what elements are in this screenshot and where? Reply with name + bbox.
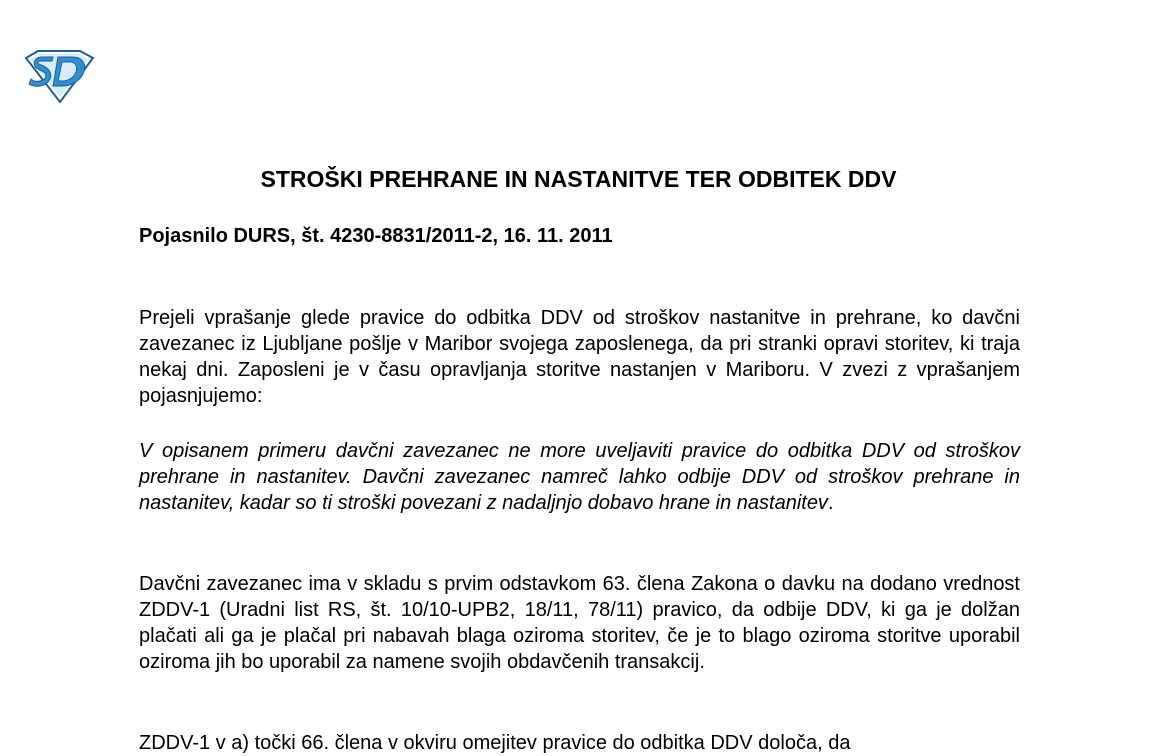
document-title: STROŠKI PREHRANE IN NASTANITVE TER ODBITEK DDV xyxy=(260,166,897,192)
paragraph-answer-text: V opisanem primeru davčni zavezanec ne more uveljaviti pravice do odbitka DDV od stroškov prehrane in nastanitev. Davčni zavezanec namreč lahko odbije DDV od stroškov prehrane in nastanitev, kadar so ti stroški povezani z nadaljnjo dobavo hrane in nastanitev xyxy=(139,440,1020,514)
paragraph-answer xyxy=(139,438,1020,516)
company-logo-icon xyxy=(22,48,96,104)
paragraph-answer-period: . xyxy=(827,492,834,514)
paragraph-limitations: ZDDV-1 v a) točki 66. člena v okviru omejitev pravice do odbitka DDV določa, da xyxy=(139,732,851,754)
paragraph-intro: Prejeli vprašanje glede pravice do odbitka DDV od stroškov nastanitve in prehrane, ko davčni zavezanec iz Ljubljane pošlje v Maribor svojega zaposlenega, da pri stranki opravi storitev, ki traja nekaj dni. Zaposleni je v času opravljanja storitve nastanjen v Mariboru. V zvezi z vprašanjem pojasnjujemo: xyxy=(139,307,1020,407)
paragraph-legal-basis: Davčni zavezanec ima v skladu s prvim odstavkom 63. člena Zakona o davku na dodano vrednost ZDDV-1 (Uradni list RS, št. 10/10-UPB2, 18/11, 78/11) pravico, da odbije DDV, ki ga je dolžan plačati ali ga je plačal pri nabavah blaga oziroma storitev, če je to blago oziroma storitve uporabil oziroma jih bo uporabil za namene svojih obdavčenih transakcij. xyxy=(139,573,1020,673)
document-subtitle: Pojasnilo DURS, št. 4230-8831/2011-2, 16. 11. 2011 xyxy=(139,225,613,247)
